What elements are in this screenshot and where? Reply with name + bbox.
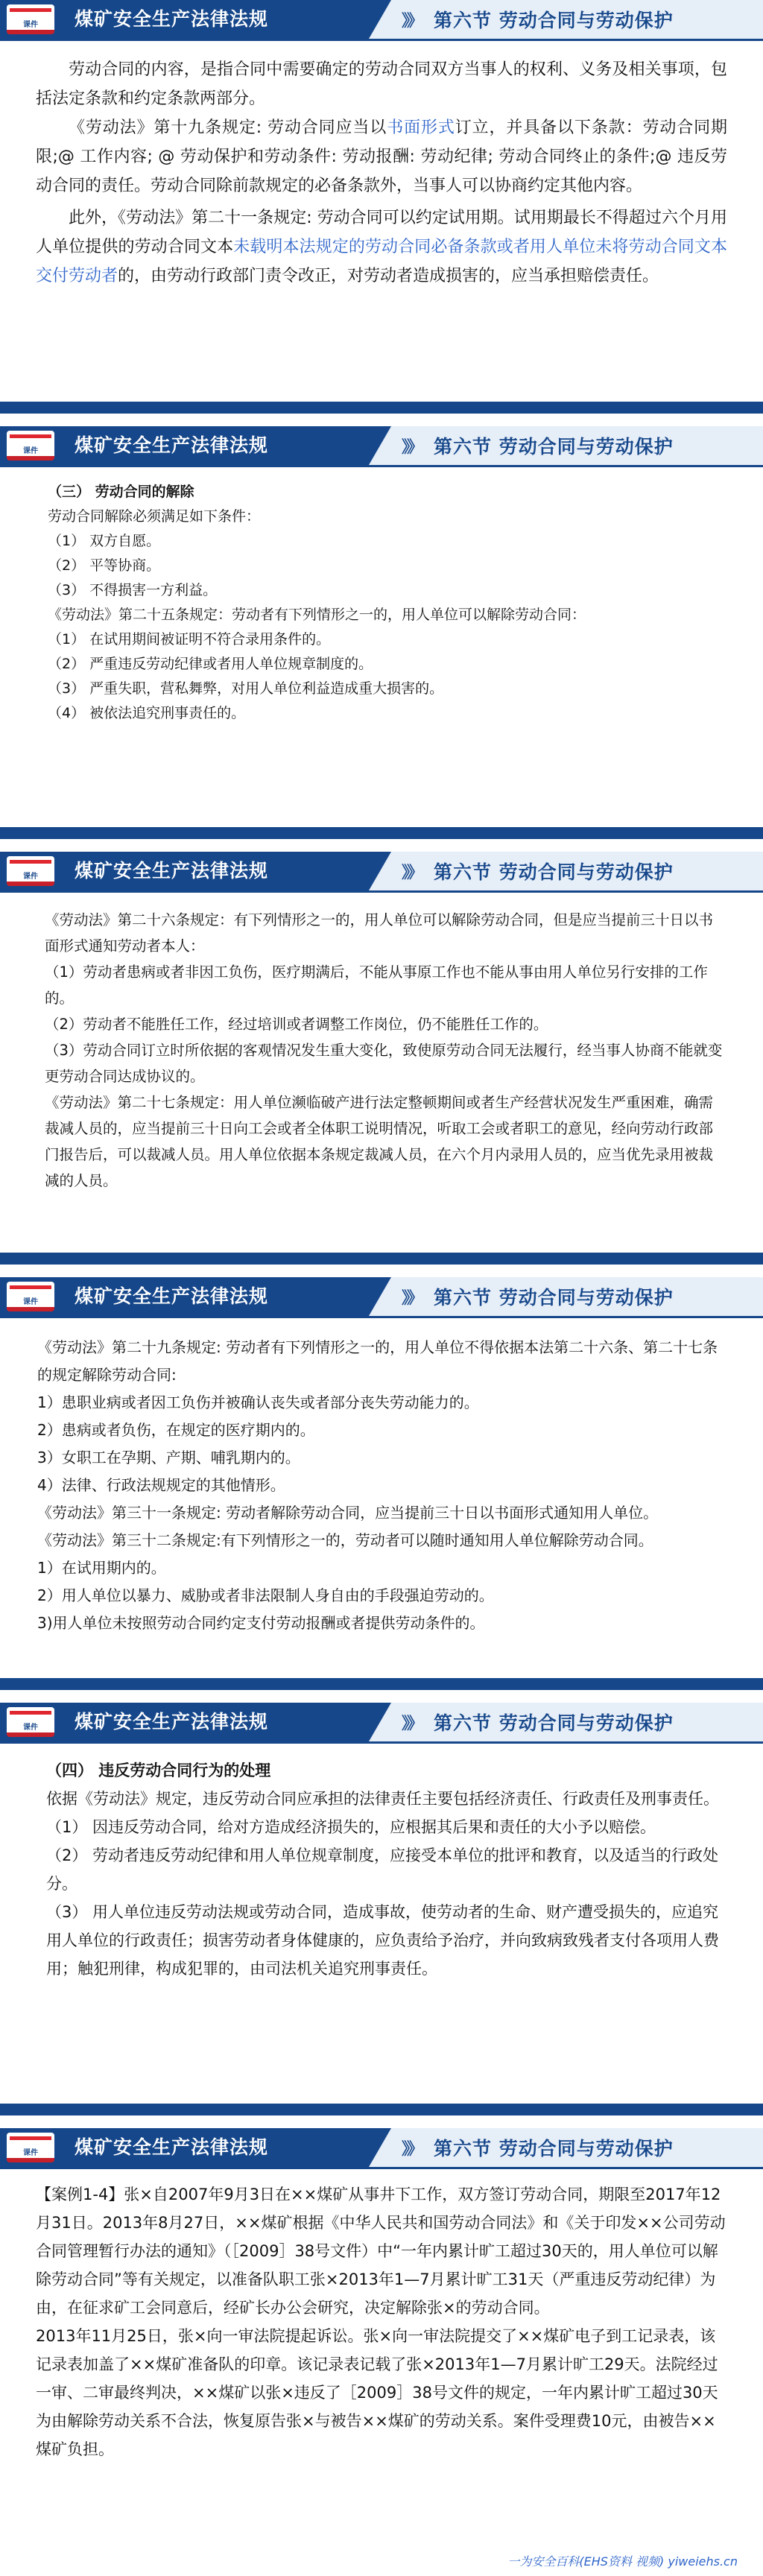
header-title-bar xyxy=(0,0,369,39)
text-line: 《劳动法》第二十九条规定: 劳动者有下列情形之一的，用人单位不得依据本法第二十六条、第二十七条的规定解除劳动合同: xyxy=(37,1338,718,1384)
text-line: （3） 用人单位违反劳动法规或劳动合同，造成事故，使劳动者的生命、财产遭受损失的，应追究用人单位的行政责任；损害劳动者身体健康的，应负责给予治疗，并向致病致残者支付各项用人费用；触犯刑律，构成犯罪的，由司法机关追究刑事责任。 xyxy=(46,1903,719,1978)
slide-header xyxy=(0,1703,763,1741)
slide-4 xyxy=(0,1277,763,1690)
header-title: 煤矿安全生产法律法规 xyxy=(75,1711,269,1732)
header-title-bar xyxy=(0,1277,369,1316)
slide-bottom-bar xyxy=(0,1253,763,1265)
courseware-logo-icon: 课件 xyxy=(7,431,54,461)
text-line: （3） 严重失职，营私舞弊，对用人单位利益造成重大损害的。 xyxy=(48,680,444,697)
text-line: （1） 因违反劳动合同，给对方造成经济损失的，应根据其后果和责任的大小予以赔偿。 xyxy=(46,1818,656,1836)
header-title-bar xyxy=(0,852,369,890)
slide-header xyxy=(0,426,763,465)
text-line: 《劳动法》第二十五条规定：劳动者有下列情形之一的，用人单位可以解除劳动合同： xyxy=(48,607,586,623)
text-line: 4）法律、行政法规规定的其他情形。 xyxy=(37,1476,285,1494)
courseware-logo-icon: 课件 xyxy=(7,856,54,886)
double-chevron-icon: 》》 xyxy=(402,863,421,882)
text-line: 2）患病或者负伤，在规定的医疗期内的。 xyxy=(37,1421,315,1439)
header-section xyxy=(369,426,763,465)
header-title: 煤矿安全生产法律法规 xyxy=(75,2136,269,2158)
double-chevron-icon: 》》 xyxy=(402,1714,421,1733)
text-line: （4） 被依法追究刑事责任的。 xyxy=(48,705,246,721)
text-line: （1） 在试用期间被证明不符合录用条件的。 xyxy=(48,631,331,648)
slide-bottom-bar xyxy=(0,402,763,414)
slide-3 xyxy=(0,852,763,1265)
header-divider xyxy=(0,465,763,467)
double-chevron-icon: 》》 xyxy=(402,11,421,31)
double-chevron-icon: 》》 xyxy=(402,1288,421,1308)
header-divider xyxy=(0,2167,763,2169)
slide-content xyxy=(48,480,727,726)
text-line: 1）在试用期内的。 xyxy=(37,1559,166,1577)
double-chevron-icon: 》》 xyxy=(402,437,421,457)
header-section xyxy=(369,852,763,890)
courseware-logo-icon: 课件 xyxy=(7,1282,54,1311)
highlight-text: 书面形式 xyxy=(387,118,455,137)
case-paragraph: 2013年11月25日，张×向一审法院提起诉讼。张×向一审法院提交了××煤矿电子到工记录表，该记录表加盖了××煤矿准备队的印章。该记录表记载了张×2013年1—7月累计旷工29天。法院经过一审、二审最终判决，××煤矿以张×违反了［2009］38号文件的规定，一年内累计旷工超过30天为由解除劳动关系不合法，恢复原告张×与被告××煤矿的劳动关系。案件受理费10元，由被告××煤矿负担。 xyxy=(36,2327,718,2458)
sub-heading: （三） 劳动合同的解除 xyxy=(48,484,194,500)
header-title: 煤矿安全生产法律法规 xyxy=(75,1285,269,1307)
text-line: 2）用人单位以暴力、威胁或者非法限制人身自由的手段强迫劳动的。 xyxy=(37,1586,494,1604)
header-title: 煤矿安全生产法律法规 xyxy=(75,8,269,30)
text-line: （3） 不得损害一方利益。 xyxy=(48,582,218,598)
header-title: 煤矿安全生产法律法规 xyxy=(75,434,269,456)
sub-heading: （四） 违反劳动合同行为的处理 xyxy=(46,1762,271,1779)
text-line: 依据《劳动法》规定，违反劳动合同应承担的法律责任主要包括经济责任、行政责任及刑事责任。 xyxy=(46,1790,719,1808)
section-title: 第六节 劳动合同与劳动保护 xyxy=(434,1287,674,1308)
section-title: 第六节 劳动合同与劳动保护 xyxy=(434,436,674,458)
header-section xyxy=(369,2128,763,2167)
slide-bottom-bar xyxy=(0,827,763,839)
text-line: 《劳动法》第二十六条规定：有下列情形之一的，用人单位可以解除劳动合同，但是应当提前三十日以书面形式通知劳动者本人： xyxy=(45,911,714,955)
text-line: 《劳动法》第三十二条规定:有下列情形之一的，劳动者可以随时通知用人单位解除劳动合同。 xyxy=(37,1531,653,1549)
slide-2 xyxy=(0,426,763,839)
slide-content xyxy=(36,2180,730,2463)
highlight-text: 未载明本法规定的劳动合同必备条款或者用人单位未将劳动合同文本交付劳动者 xyxy=(36,238,727,285)
slide-1 xyxy=(0,0,763,414)
header-section xyxy=(369,1277,763,1316)
header-divider xyxy=(0,1316,763,1318)
text-line: （2）劳动者不能胜任工作，经过培训或者调整工作岗位，仍不能胜任工作的。 xyxy=(45,1016,548,1033)
text-line: 3）女职工在孕期、产期、哺乳期内的。 xyxy=(37,1449,300,1466)
slide-content xyxy=(46,1756,730,1983)
slide-header xyxy=(0,2128,763,2167)
section-title: 第六节 劳动合同与劳动保护 xyxy=(434,10,674,31)
header-section xyxy=(369,1703,763,1741)
slide-6 xyxy=(0,2128,763,2576)
slide-content xyxy=(37,1334,727,1637)
courseware-logo-icon: 课件 xyxy=(7,4,54,34)
courseware-logo-icon: 课件 xyxy=(7,1707,54,1737)
text-line: （1）劳动者患病或者非因工负伤，医疗期满后，不能从事原工作也不能从事由用人单位另行安排的工作的。 xyxy=(45,963,708,1007)
text-line: 1）患职业病或者因工负伤并被确认丧失或者部分丧失劳动能力的。 xyxy=(37,1393,479,1411)
text-line: 《劳动法》第二十七条规定：用人单位濒临破产进行法定整顿期间或者生产经营状况发生严重困难，确需裁减人员的，应当提前三十日向工会或者全体职工说明情况，听取工会或者职工的意见，经向劳动行政部门报告后，可以裁减人员。用人单位依据本条规定裁减人员，在六个月内录用人员的，应当优先录用被裁减的人员。 xyxy=(45,1094,714,1189)
header-title: 煤矿安全生产法律法规 xyxy=(75,860,269,882)
text-line: 劳动合同解除必须满足如下条件： xyxy=(48,508,261,525)
section-title: 第六节 劳动合同与劳动保护 xyxy=(434,1712,674,1734)
courseware-logo-icon: 课件 xyxy=(7,2133,54,2162)
header-divider xyxy=(0,890,763,893)
header-divider xyxy=(0,39,763,41)
text-line: （2） 平等协商。 xyxy=(48,557,161,574)
section-title: 第六节 劳动合同与劳动保护 xyxy=(434,861,674,883)
slide-content xyxy=(36,55,727,291)
double-chevron-icon: 》》 xyxy=(402,2139,421,2159)
section-title: 第六节 劳动合同与劳动保护 xyxy=(434,2138,674,2159)
paragraph: 此外，《劳动法》第二十一条规定: 劳动合同可以约定试用期。试用期最长不得超过六个月用人单位提供的劳动合同文本未载明本法规定的劳动合同必备条款或者用人单位未将劳动合同文本交付劳动者的，由劳动行政部门责令改正，对劳动者造成损害的，应当承担赔偿责任。 xyxy=(36,209,727,285)
header-title-bar xyxy=(0,2128,369,2167)
footer-watermark: 一为安全百科(EHS资料 视频) yiweiehs.cn xyxy=(507,2554,738,2569)
text-line: （3）劳动合同订立时所依据的客观情况发生重大变化，致使原劳动合同无法履行，经当事人协商不能就变更劳动合同达成协议的。 xyxy=(45,1042,723,1085)
text-line: （2） 严重违反劳动纪律或者用人单位规章制度的。 xyxy=(48,656,373,672)
header-title-bar xyxy=(0,1703,369,1741)
text-line: 《劳动法》第三十一条规定: 劳动者解除劳动合同，应当提前三十日以书面形式通知用人单位。 xyxy=(37,1504,659,1522)
slide-bottom-bar xyxy=(0,1678,763,1690)
header-divider xyxy=(0,1741,763,1744)
case-paragraph: 【案例1-4】张×自2007年9月3日在××煤矿从事井下工作，双方签订劳动合同，期限至2017年12月31日。2013年8月27日，××煤矿根据《中华人民共和国劳动合同法》和《关于印发××公司劳动合同管理暂行办法的通知》（［2009］38号文件）中“一年内累计旷工超过30天的，用人单位可以解除劳动合同”等有关规定，以准备队职工张×2013年1—7月累计旷工31天（严重违反劳动纪律）为由，在征求矿工会同意后，经矿长办公会研究，决定解除张×的劳动合同。 xyxy=(36,2186,726,2317)
slide-header xyxy=(0,852,763,890)
text-line: （1） 双方自愿。 xyxy=(48,533,161,549)
slide-content xyxy=(45,907,724,1194)
paragraph: 《劳动法》第十九条规定: 劳动合同应当以书面形式订立，并具备以下条款：劳动合同期限;@ 工作内容; @ 劳动保护和劳动条件: 劳动报酬: 劳动纪律; 劳动合同终止的条件;@ 违反劳动合同的责任。劳动合同除前款规定的必备条款外，当事人可以协商约定其他内容。 xyxy=(36,118,727,195)
slide-header xyxy=(0,0,763,39)
slide-header xyxy=(0,1277,763,1316)
text-line: 3)用人单位未按照劳动合同约定支付劳动报酬或者提供劳动条件的。 xyxy=(37,1614,485,1632)
header-title-bar xyxy=(0,426,369,465)
header-section xyxy=(369,0,763,39)
text-line: （2） 劳动者违反劳动纪律和用人单位规章制度，应接受本单位的批评和教育，以及适当的行政处分。 xyxy=(46,1846,719,1893)
slide-bottom-bar xyxy=(0,2104,763,2115)
paragraph: 劳动合同的内容，是指合同中需要确定的劳动合同双方当事人的权利、义务及相关事项，包括法定条款和约定条款两部分。 xyxy=(36,60,727,108)
slide-5 xyxy=(0,1703,763,2115)
